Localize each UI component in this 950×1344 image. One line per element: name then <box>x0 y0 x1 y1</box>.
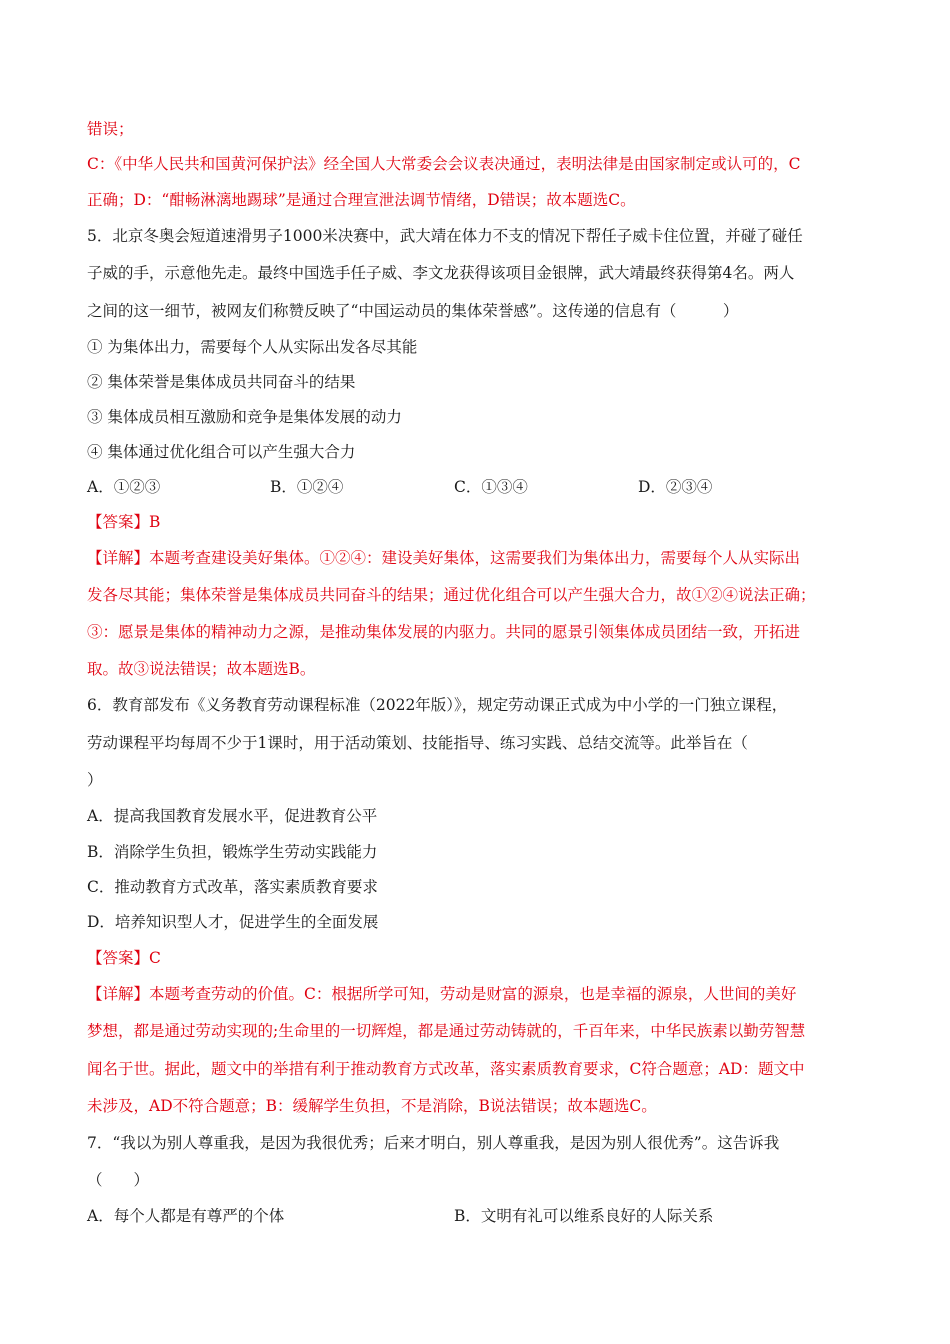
question-text-line: B．消除学生负担，锻炼学生劳动实践能力 <box>87 843 378 861</box>
answer-explanation-line: 错误； <box>87 120 134 138</box>
q5-option-b: B．①②④ <box>270 478 344 496</box>
answer-explanation-line: 闻名于世。据此，题文中的举措有利于推动教育方式改革，落实素质教育要求，C符合题意；AD：题文中 <box>87 1060 805 1078</box>
answer-explanation-line: 【答案】C <box>87 949 161 967</box>
answer-explanation-line: 梦想，都是通过劳动实现的;生命里的一切辉煌，都是通过劳动铸就的，千百年来，中华民族素以勤劳智慧 <box>87 1022 806 1040</box>
question-text-line: A．提高我国教育发展水平，促进教育公平 <box>87 807 378 825</box>
question-text-line: D．培养知识型人才，促进学生的全面发展 <box>87 913 379 931</box>
answer-explanation-line: 未涉及，AD不符合题意；B：缓解学生负担，不是消除，B说法错误；故本题选C。 <box>87 1097 657 1115</box>
question-text-line: 子威的手，示意他先走。最终中国选手任子威、李文龙获得该项目金银牌，武大靖最终获得第4名。两人 <box>87 264 795 282</box>
question-text-line: ） <box>87 771 103 789</box>
question-text-line: （ ） <box>87 1171 150 1189</box>
question-text-line: 7．“我以为别人尊重我，是因为我很优秀；后来才明白，别人尊重我，是因为别人很优秀”。这告诉我 <box>87 1134 780 1152</box>
q7-option-a: A．每个人都是有尊严的个体 <box>87 1207 285 1225</box>
answer-explanation-line: 正确；D：“酣畅淋漓地踢球”是通过合理宣泄法调节情绪，D错误；故本题选C。 <box>87 191 636 209</box>
q7-option-b: B．文明有礼可以维系良好的人际关系 <box>454 1207 714 1225</box>
question-text-line: 5．北京冬奥会短道速滑男子1000米决赛中，武大靖在体力不支的情况下帮任子威卡住位置，并碰了碰任 <box>87 227 803 245</box>
answer-explanation-line: ③：愿景是集体的精神动力之源，是推动集体发展的内驱力。共同的愿景引领集体成员团结一致，开拓进 <box>87 623 801 641</box>
q5-option-d: D．②③④ <box>638 478 713 496</box>
answer-explanation-line: 发各尽其能；集体荣誉是集体成员共同奋斗的结果；通过优化组合可以产生强大合力，故①②④说法正确； <box>87 586 816 604</box>
question-text-line: ② 集体荣誉是集体成员共同奋斗的结果 <box>87 373 356 391</box>
answer-explanation-line: 【详解】本题考查劳动的价值。C：根据所学可知，劳动是财富的源泉，也是幸福的源泉，人世间的美好 <box>87 985 797 1003</box>
answer-explanation-line: 【详解】本题考查建设美好集体。①②④：建设美好集体，这需要我们为集体出力，需要每个人从实际出 <box>87 549 801 567</box>
question-text-line: 6．教育部发布《义务教育劳动课程标准（2022年版）》，规定劳动课正式成为中小学的一门独立课程， <box>87 696 788 714</box>
question-text-line: 劳动课程平均每周不少于1课时，用于活动策划、技能指导、练习实践、总结交流等。此举旨在（ <box>87 734 748 752</box>
question-text-line: ④ 集体通过优化组合可以产生强大合力 <box>87 443 356 461</box>
q5-option-a: A．①②③ <box>87 478 161 496</box>
q5-option-c: C．①③④ <box>454 478 528 496</box>
answer-explanation-line: C：《中华人民共和国黄河保护法》经全国人大常委会会议表决通过，表明法律是由国家制定或认可的，C <box>87 155 801 173</box>
question-text-line: C．推动教育方式改革，落实素质教育要求 <box>87 878 378 896</box>
question-text-line: ① 为集体出力，需要每个人从实际出发各尽其能 <box>87 338 418 356</box>
question-text-line: ③ 集体成员相互激励和竞争是集体发展的动力 <box>87 408 402 426</box>
question-text-line: 之间的这一细节，被网友们称赞反映了“中国运动员的集体荣誉感”。这传递的信息有（ ） <box>87 302 739 320</box>
answer-explanation-line: 取。故③说法错误；故本题选B。 <box>87 660 316 678</box>
answer-explanation-line: 【答案】B <box>87 513 161 531</box>
